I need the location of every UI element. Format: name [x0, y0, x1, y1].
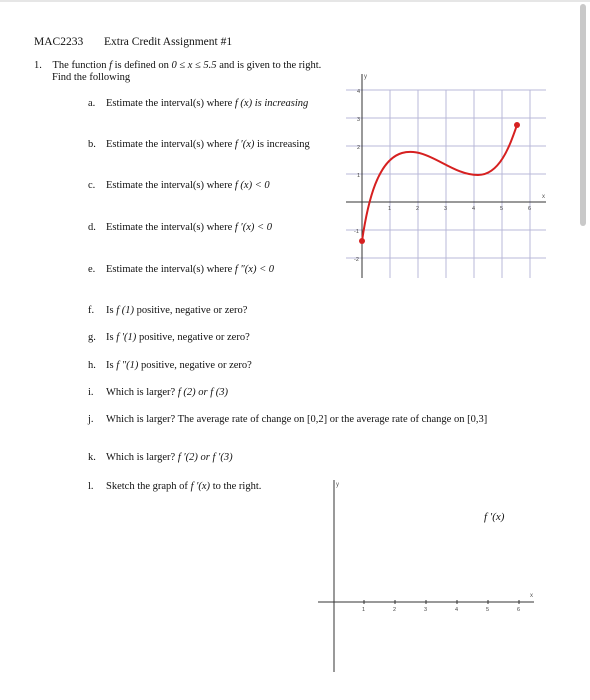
x-axis-label: x: [530, 593, 533, 599]
question-label: h.: [88, 360, 96, 371]
scrollbar[interactable]: [580, 4, 586, 226]
question-suffix: to the right.: [212, 481, 262, 492]
problem-text-c: and is given to the right.: [219, 60, 322, 71]
problem-text-a: The function: [52, 60, 107, 71]
x-tick-label: 2: [416, 206, 420, 212]
problem-text-b: is defined on: [114, 60, 169, 71]
y-tick-label: -1: [354, 229, 359, 235]
question-text: Which is larger? The average rate of change on [0,2] or the average rate of change on [0,3]: [106, 414, 488, 425]
y-axis-label: y: [336, 482, 339, 488]
x-tick-label: 3: [444, 206, 448, 212]
question-l: [88, 481, 261, 492]
question-e: [88, 264, 274, 275]
question-math: f (x): [234, 98, 253, 109]
question-text: Is: [106, 360, 114, 371]
x-tick-label: 4: [472, 206, 476, 212]
question-c: [88, 180, 270, 191]
x-tick-label: 6: [517, 607, 521, 613]
question-f: [88, 305, 247, 316]
curve-start-point: [359, 238, 365, 244]
problem-statement: [34, 60, 321, 71]
question-g: [88, 332, 250, 343]
x-tick-label: 2: [393, 607, 397, 613]
question-text: Estimate the interval(s) where: [106, 98, 233, 109]
question-math: f ′(x): [234, 139, 255, 150]
question-text: Sketch the graph of: [106, 481, 188, 492]
x-tick-label: 4: [455, 607, 459, 613]
question-label: a.: [88, 98, 96, 109]
question-h: [88, 360, 252, 371]
problem-instruction: Find the following: [52, 72, 131, 83]
question-label: c.: [88, 180, 96, 191]
question-math: f ″(1): [116, 360, 139, 371]
question-label: i.: [88, 387, 94, 398]
question-text: Estimate the interval(s) where: [106, 139, 233, 150]
derivative-label: f ′(x): [484, 511, 505, 523]
problem-number: 1.: [34, 60, 42, 71]
question-suffix: is increasing: [257, 139, 310, 150]
curve-end-point: [514, 122, 520, 128]
question-suffix: is increasing: [254, 98, 309, 109]
problem-function-name: f: [109, 60, 112, 71]
question-math: f ′(1): [116, 332, 137, 343]
question-math: f (1): [116, 305, 135, 316]
x-tick-label: 1: [388, 206, 392, 212]
problem-domain: 0 ≤ x ≤ 5.5: [171, 60, 217, 71]
question-math: f ′(x): [190, 481, 211, 492]
question-i: [88, 387, 228, 398]
question-text: Estimate the interval(s) where: [106, 264, 233, 275]
x-tick-label: 5: [500, 206, 504, 212]
x-axis-label: x: [542, 194, 545, 200]
question-label: f.: [88, 305, 95, 316]
question-a: [88, 98, 308, 109]
question-label: b.: [88, 139, 96, 150]
y-tick-label: 3: [357, 117, 361, 123]
question-k: [88, 452, 233, 463]
question-label: g.: [88, 332, 96, 343]
question-label: l.: [88, 481, 94, 492]
assignment-title: Extra Credit Assignment #1: [104, 36, 233, 48]
question-text: Estimate the interval(s) where: [106, 222, 233, 233]
y-tick-label: 2: [357, 145, 361, 151]
x-tick-label: 5: [486, 607, 490, 613]
question-label: j.: [88, 414, 94, 425]
question-suffix: positive, negative or zero?: [136, 305, 248, 316]
y-axis-label: y: [364, 74, 367, 80]
question-d: [88, 222, 272, 233]
y-tick-label: 1: [357, 173, 361, 179]
y-tick-label: -2: [354, 257, 359, 263]
question-text: Which is larger?: [106, 387, 176, 398]
question-math: f ′(2) or f ′(3): [177, 452, 233, 463]
question-text: Which is larger?: [106, 452, 176, 463]
question-text: Is: [106, 305, 114, 316]
question-math: f ″(x) < 0: [234, 264, 275, 275]
question-math: f (2) or f (3): [177, 387, 228, 398]
x-tick-label: 1: [362, 607, 366, 613]
function-graph: [340, 68, 550, 283]
function-curve: [362, 125, 517, 241]
top-border: [0, 0, 590, 2]
x-tick-label: 3: [424, 607, 428, 613]
question-label: k.: [88, 452, 96, 463]
question-math: f ′(x) < 0: [234, 222, 272, 233]
derivative-sketch-axes[interactable]: [310, 475, 540, 680]
question-suffix: positive, negative or zero?: [138, 332, 250, 343]
question-label: e.: [88, 264, 96, 275]
course-code: MAC2233: [34, 36, 84, 48]
question-suffix: positive, negative or zero?: [141, 360, 252, 371]
x-tick-label: 6: [528, 206, 532, 212]
question-math: f (x) < 0: [234, 180, 270, 191]
question-j: [88, 414, 487, 425]
question-text: Is: [106, 332, 114, 343]
question-label: d.: [88, 222, 96, 233]
question-text: Estimate the interval(s) where: [106, 180, 233, 191]
question-b: [88, 139, 310, 150]
y-tick-label: 4: [357, 89, 361, 95]
